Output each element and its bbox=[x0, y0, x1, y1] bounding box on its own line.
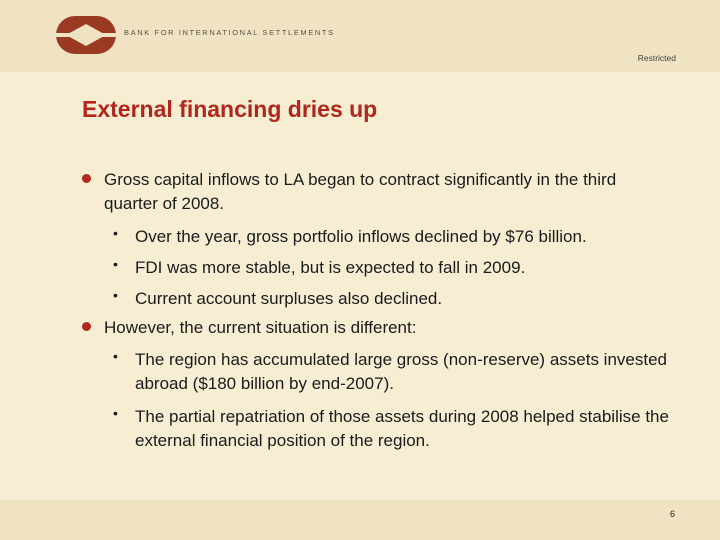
bullet-dot-icon bbox=[82, 174, 91, 183]
sub-bullet-icon: • bbox=[113, 405, 118, 421]
sub-bullet-icon: • bbox=[113, 348, 118, 364]
sub-bullet-icon: • bbox=[113, 225, 118, 241]
classification-label: Restricted bbox=[637, 53, 676, 63]
sub-bullet-text: The partial repatriation of those assets during 2008 helped stabilise the external financial position of the region. bbox=[135, 407, 669, 450]
footer-band bbox=[0, 500, 720, 540]
sub-bullet-text: FDI was more stable, but is expected to fall in 2009. bbox=[135, 258, 526, 277]
org-name: BANK FOR INTERNATIONAL SETTLEMENTS bbox=[124, 28, 335, 37]
page-number: 6 bbox=[670, 509, 676, 519]
bullet-text: However, the current situation is different: bbox=[104, 318, 417, 337]
slide-title: External financing dries up bbox=[82, 96, 378, 122]
sub-bullet-icon: • bbox=[113, 287, 118, 303]
sub-bullet-text: Current account surpluses also declined. bbox=[135, 289, 443, 308]
sub-bullet-text: Over the year, gross portfolio inflows declined by $76 billion. bbox=[135, 227, 587, 246]
sub-bullet-icon: • bbox=[113, 256, 118, 272]
sub-bullet-text: The region has accumulated large gross (non-reserve) assets invested abroad ($180 billion by end-2007). bbox=[135, 350, 667, 393]
bullet-dot-icon bbox=[82, 322, 91, 331]
bullet-text: Gross capital inflows to LA began to contract significantly in the third quarter of 2008. bbox=[104, 170, 617, 213]
